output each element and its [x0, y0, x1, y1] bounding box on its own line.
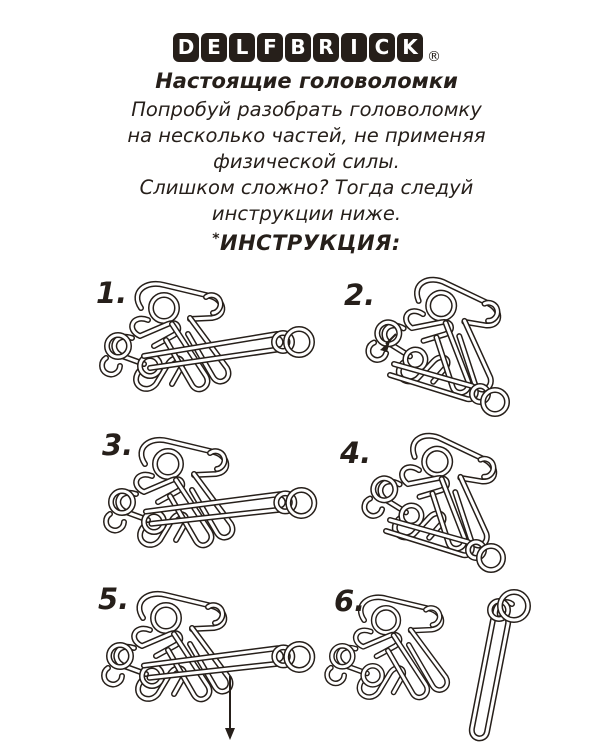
logo-letter: L [229, 33, 255, 62]
logo-letter: F [257, 33, 283, 62]
step-4 [332, 428, 507, 578]
instruction-heading-text: ИНСТРУКЦИЯ: [220, 231, 401, 255]
registered-trademark: ® [427, 49, 441, 65]
step-2 [336, 272, 511, 430]
brand-logo [0, 33, 613, 65]
pull-down-arrow-head [225, 728, 235, 740]
step-1 [84, 272, 316, 422]
puzzle-tangle-drawing [364, 272, 510, 399]
intro-line: Слишком сложно? Тогда следуй [139, 176, 474, 199]
step-number: 4. [340, 436, 372, 470]
step-6 [322, 580, 540, 748]
brand-tagline: Настоящие головоломки [155, 69, 458, 93]
step-number: 2. [344, 278, 376, 312]
intro-line: инструкции ниже. [211, 202, 402, 225]
asterisk-mark: * [212, 231, 221, 247]
intro-text [0, 97, 613, 227]
separated-pin-drawing [472, 592, 528, 738]
logo-letter: E [201, 33, 227, 62]
logo-letter: R [313, 33, 339, 62]
logo-letter: D [173, 33, 199, 62]
step-5 [84, 578, 316, 746]
step-number: 3. [102, 428, 134, 462]
intro-line: Попробуй разобрать головоломку [131, 98, 482, 121]
step-number: 1. [96, 276, 128, 310]
instruction-heading [0, 231, 613, 255]
puzzle-tangle-drawing [360, 428, 506, 555]
step-number: 6. [334, 584, 366, 618]
logo-letter: K [397, 33, 423, 62]
intro-line: физической силы. [213, 150, 400, 173]
logo-letter: C [369, 33, 395, 62]
step-number: 5. [98, 582, 130, 616]
step-3 [86, 424, 318, 576]
logo-letter: I [341, 33, 367, 62]
logo-letter: B [285, 33, 311, 62]
intro-line: на несколько частей, не применяя [127, 124, 486, 147]
